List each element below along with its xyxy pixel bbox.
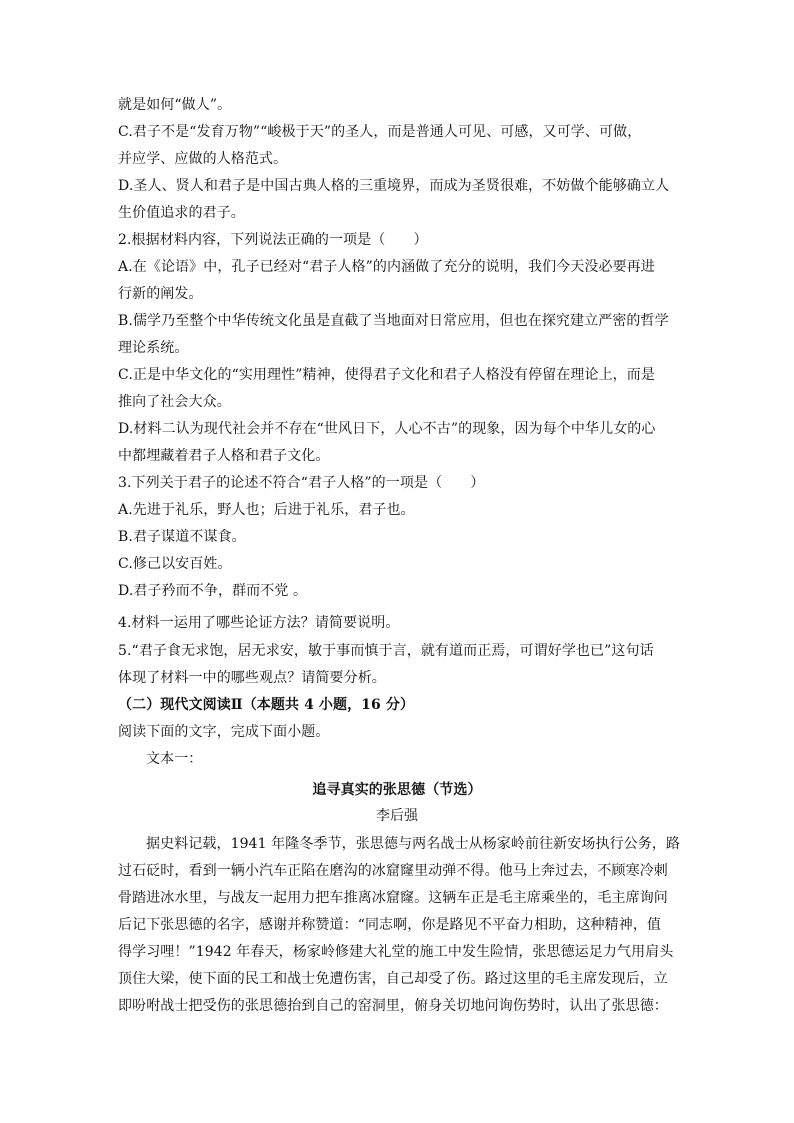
paragraph-line: 后记下张思德的名字，感谢并称赞道：“同志啊，你是路见不平奋力相助，这种精神，值: [118, 917, 662, 933]
q3-option-c: C.修己以安百姓。: [118, 556, 232, 572]
q2-option-b-line-1: B.儒学乃至整个中华传统文化虽是直截了当地面对日常应用，但也在探究建立严密的哲学: [118, 313, 669, 329]
q3-option-a: A.先进于礼乐，野人也；后进于礼乐，君子也。: [118, 502, 415, 518]
option-d-line-1: D.圣人、贤人和君子是中国古典人格的三重境界，而成为圣贤很难，不妨做个能够确立人: [118, 178, 670, 194]
section-heading: （二）现代文阅读Ⅱ（本题共 4 小题，16 分）: [118, 697, 415, 713]
q2-option-b-line-2: 理论系统。: [118, 340, 189, 356]
question-3: 3.下列关于君子的论述不符合“君子人格”的一项是（ ）: [118, 475, 485, 491]
question-5-line-1: 5.“君子食无求饱，居无求安，敏于事而慎于言，就有道而正焉，可谓好学也已”这句话: [118, 643, 654, 659]
paragraph-line: 得学习哩！”1942 年春天，杨家岭修建大礼堂的施工中发生险情，张思德运足力气用肩头: [118, 944, 674, 960]
text-one-label: 文本一：: [146, 751, 203, 767]
q2-option-a-line-1: A.在《论语》中，孔子已经对“君子人格”的内涵做了充分的说明，我们今天没必要再进: [118, 259, 655, 275]
article-title: 追寻真实的张思德（节选）: [312, 782, 482, 798]
option-c-line-2: 并应学、应做的人格范式。: [118, 151, 288, 167]
q3-option-b: B.君子谋道不谋食。: [118, 529, 246, 545]
paragraph-line: 顶住大梁，使下面的民工和战士免遭伤害，自己却受了伤。路过这里的毛主席发现后，立: [118, 971, 668, 987]
q2-option-a-line-2: 行新的阐发。: [118, 286, 203, 302]
instruction: 阅读下面的文字，完成下面小题。: [118, 724, 330, 740]
q2-option-d-line-1: D.材料二认为现代社会并不存在“世风日下，人心不古”的现象，因为每个中华儿女的心: [118, 421, 656, 437]
paragraph-line: 据史料记载，1941 年隆冬季节，张思德与两名战士从杨家岭前往新安场执行公务，路: [146, 836, 681, 852]
question-4: 4.材料一运用了哪些论证方法？请简要说明。: [118, 615, 400, 631]
article-author: 李后强: [375, 808, 419, 824]
paragraph-line: 即吩咐战士把受伤的张思德抬到自己的窑洞里，俯身关切地问询伤势时，认出了张思德：: [118, 998, 668, 1014]
question-2: 2.根据材料内容，下列说法正确的一项是（ ）: [118, 232, 428, 248]
paragraph-line: 过石砭时，看到一辆小汽车正陷在磨沟的冰窟窿里动弹不得。他马上奔过去，不顾寒冷刺: [118, 863, 668, 879]
option-c-line-1: C.君子不是“发育万物”“峻极于天”的圣人，而是普通人可见、可感，又可学、可做，: [118, 124, 642, 140]
q2-option-c-line-1: C.正是中华文化的“实用理性”精神，使得君子文化和君子人格没有停留在理论上，而是: [118, 367, 655, 383]
q3-option-d: D.君子矜而不争，群而不党 。: [118, 583, 308, 599]
option-d-line-2: 生价值追求的君子。: [118, 205, 245, 221]
q2-option-c-line-2: 推向了社会大众。: [118, 394, 231, 410]
paragraph-line: 骨踏进冰水里，与战友一起用力把车推离冰窟窿。这辆车正是毛主席乘坐的，毛主席询问: [118, 890, 668, 906]
q2-option-d-line-2: 中都埋藏着君子人格和君子文化。: [118, 448, 330, 464]
text-line: 就是如何“做人”。: [118, 97, 232, 113]
question-5-line-2: 体现了材料一中的哪些观点？请简要分析。: [118, 670, 386, 686]
